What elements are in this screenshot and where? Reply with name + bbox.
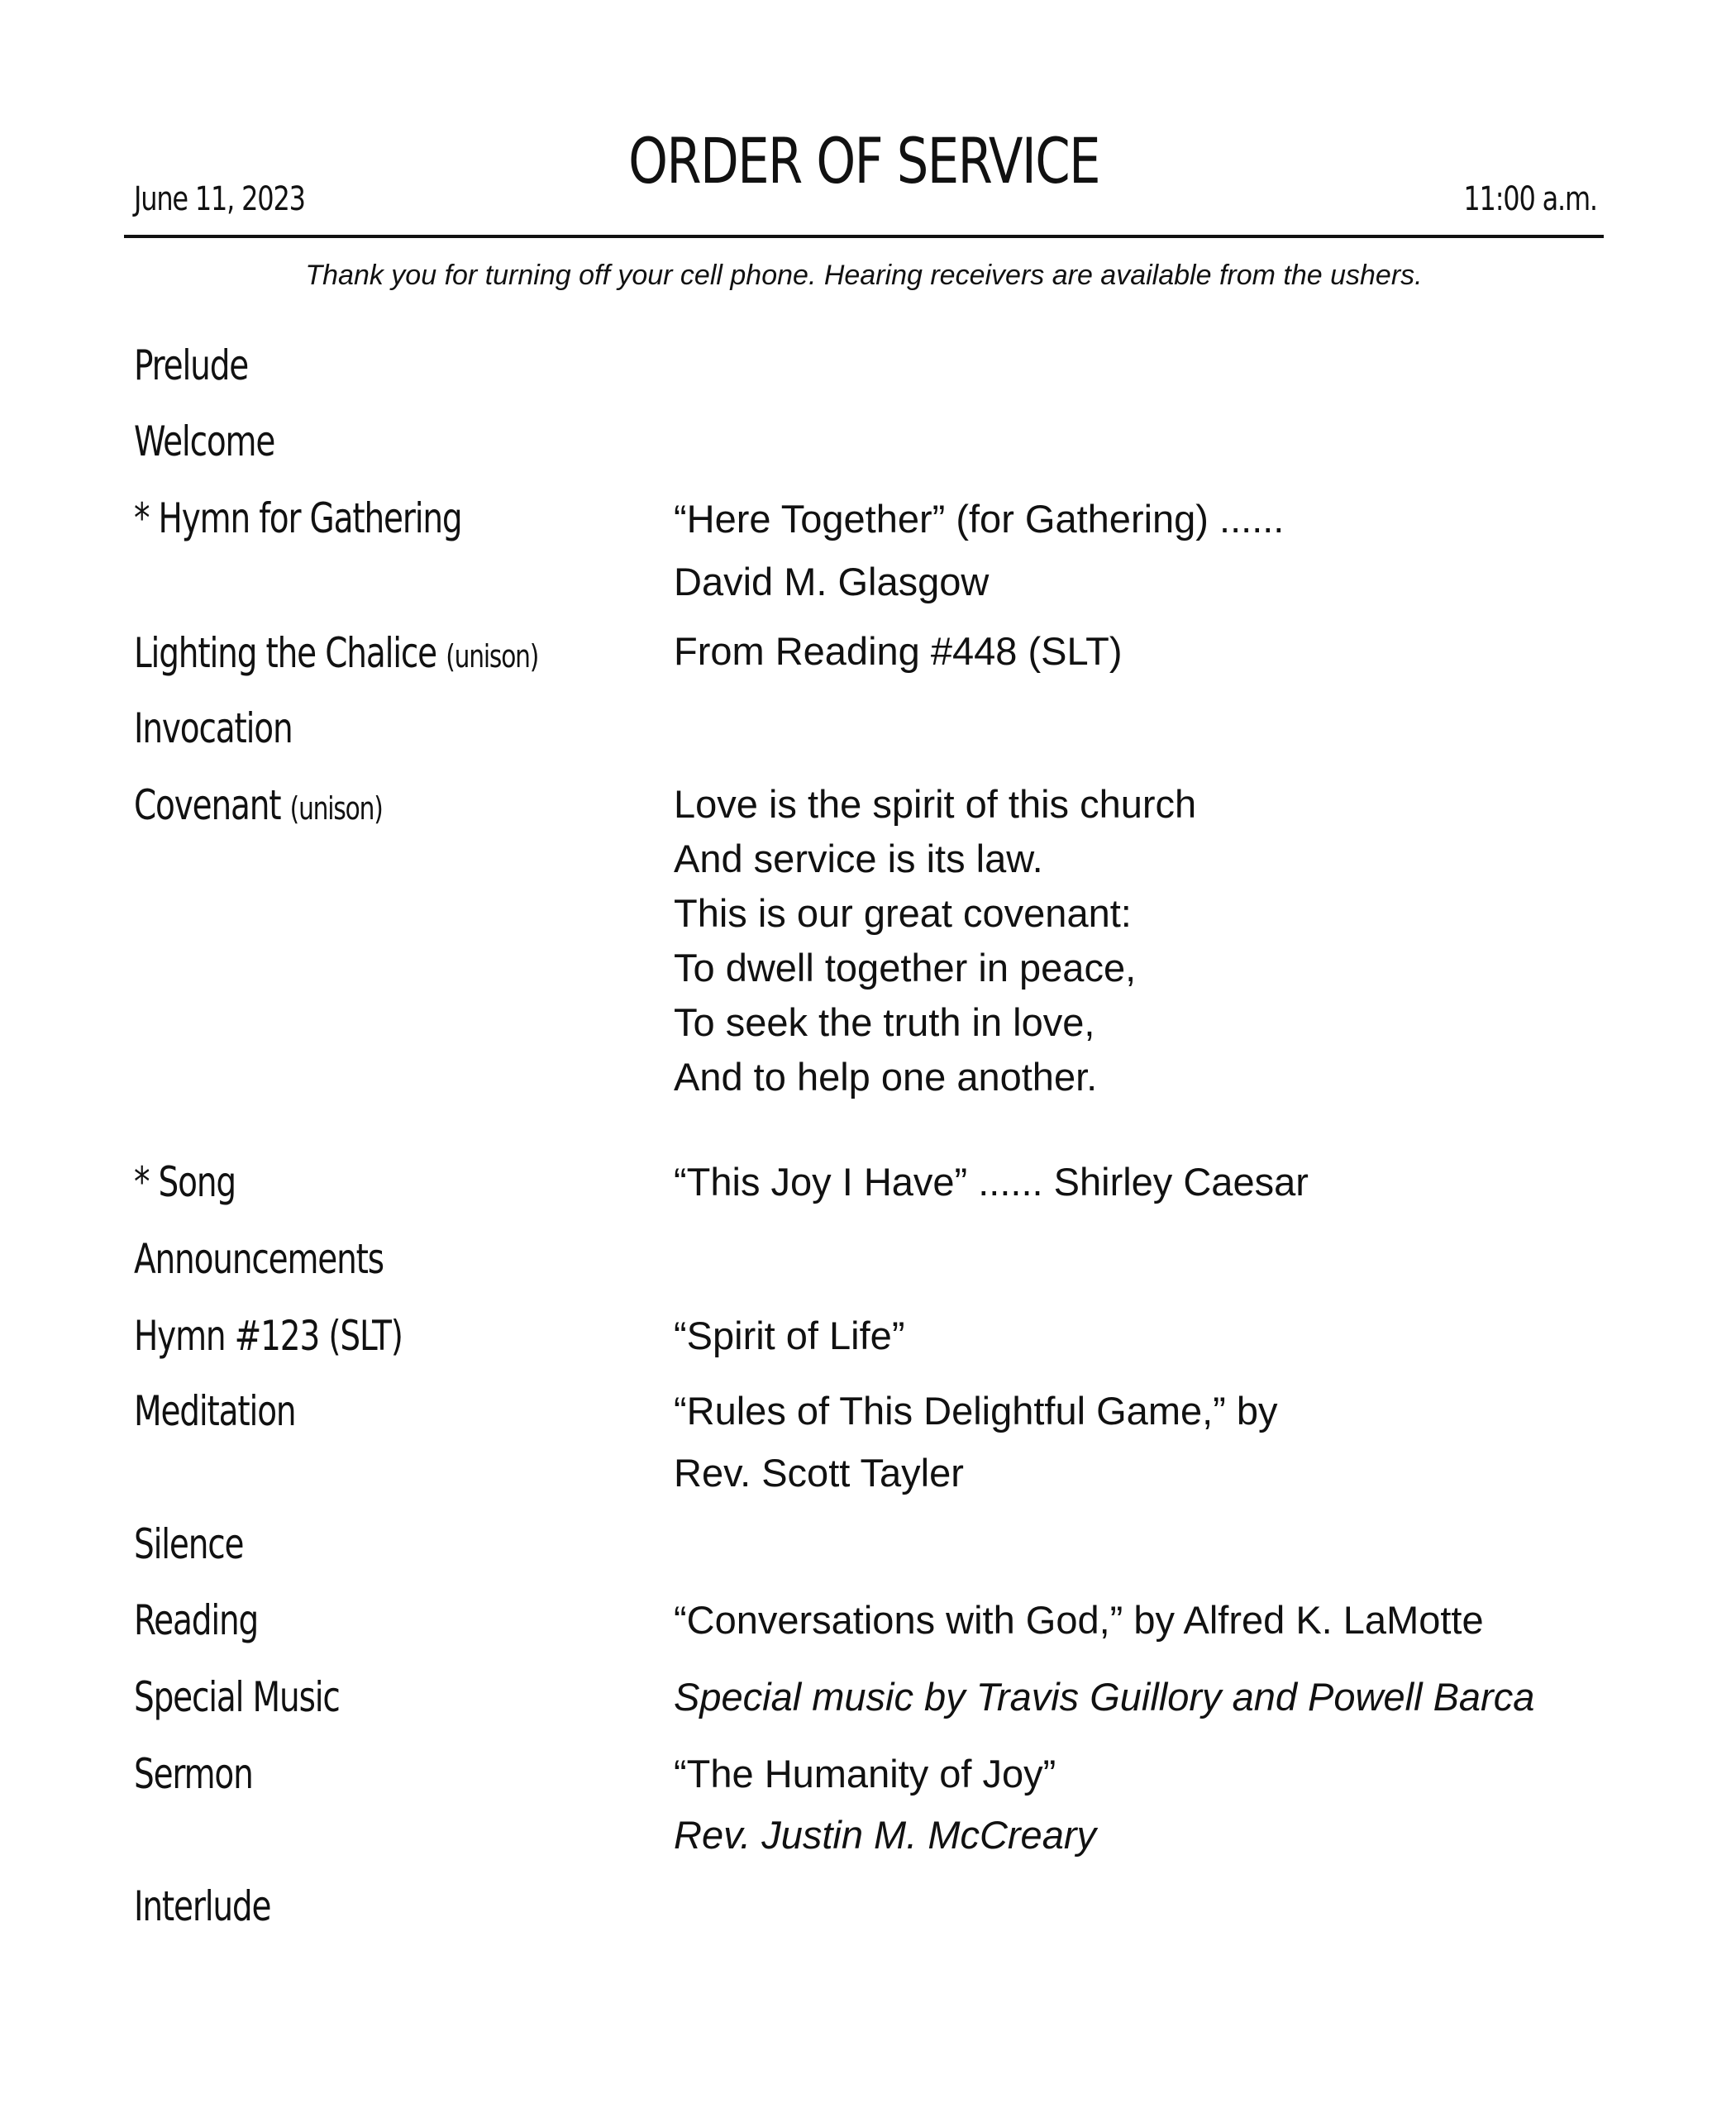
sermon-title: “The Humanity of Joy”	[674, 1752, 1056, 1796]
service-time: 11:00 a.m.	[1463, 180, 1597, 218]
covenant-unison-note: (unison)	[289, 790, 383, 827]
cell-phone-notice: Thank you for turning off your cell phone. Hearing receivers are available from the ushers.	[305, 260, 1423, 291]
item-label-welcome: Welcome	[134, 417, 275, 465]
item-label-song: * Song	[134, 1158, 236, 1206]
sermon-speaker: Rev. Justin M. McCreary	[674, 1813, 1096, 1857]
meditation-title: “Rules of This Delightful Game,” by	[674, 1389, 1278, 1433]
reading-detail: “Conversations with God,” by Alfred K. LaMotte	[674, 1598, 1484, 1642]
item-label-meditation: Meditation	[134, 1387, 296, 1435]
chalice-label-text: Lighting the Chalice	[134, 629, 436, 677]
covenant-line: And to help one another.	[674, 1055, 1098, 1099]
covenant-line: This is our great covenant:	[674, 891, 1132, 935]
covenant-line: Love is the spirit of this church	[674, 782, 1197, 826]
covenant-line: To seek the truth in love,	[674, 1000, 1095, 1044]
item-label-silence: Silence	[134, 1520, 244, 1568]
page-header	[124, 124, 1604, 236]
covenant-line: To dwell together in peace,	[674, 946, 1137, 990]
covenant-text	[674, 777, 1196, 1104]
meditation-author: Rev. Scott Tayler	[674, 1451, 964, 1495]
hymn-123-title: “Spirit of Life”	[674, 1314, 905, 1357]
hymn-gathering-composer: David M. Glasgow	[674, 560, 990, 603]
item-label-reading: Reading	[134, 1596, 259, 1644]
item-label-hymn-gathering: * Hymn for Gathering	[134, 494, 462, 542]
item-label-prelude: Prelude	[134, 341, 249, 389]
item-label-interlude: Interlude	[134, 1882, 271, 1930]
item-label-chalice	[134, 628, 538, 681]
page-title: ORDER OF SERVICE	[628, 124, 1099, 198]
item-label-covenant	[134, 780, 383, 833]
item-label-invocation: Invocation	[134, 704, 293, 752]
covenant-line: And service is its law.	[674, 837, 1043, 880]
item-label-sermon: Sermon	[134, 1750, 253, 1798]
item-label-hymn-123: Hymn #123 (SLT)	[134, 1312, 403, 1360]
covenant-label-text: Covenant	[134, 781, 281, 829]
item-label-special-music: Special Music	[134, 1673, 340, 1721]
service-date: June 11, 2023	[134, 180, 305, 218]
special-music-detail: Special music by Travis Guillory and Powell Barca	[674, 1675, 1535, 1719]
header-divider	[124, 235, 1604, 238]
song-detail: “This Joy I Have” ...... Shirley Caesar	[674, 1160, 1309, 1204]
chalice-unison-note: (unison)	[446, 638, 539, 675]
chalice-reading: From Reading #448 (SLT)	[674, 629, 1123, 673]
item-label-announcements: Announcements	[134, 1235, 384, 1283]
hymn-gathering-title: “Here Together” (for Gathering) ......	[674, 497, 1285, 541]
